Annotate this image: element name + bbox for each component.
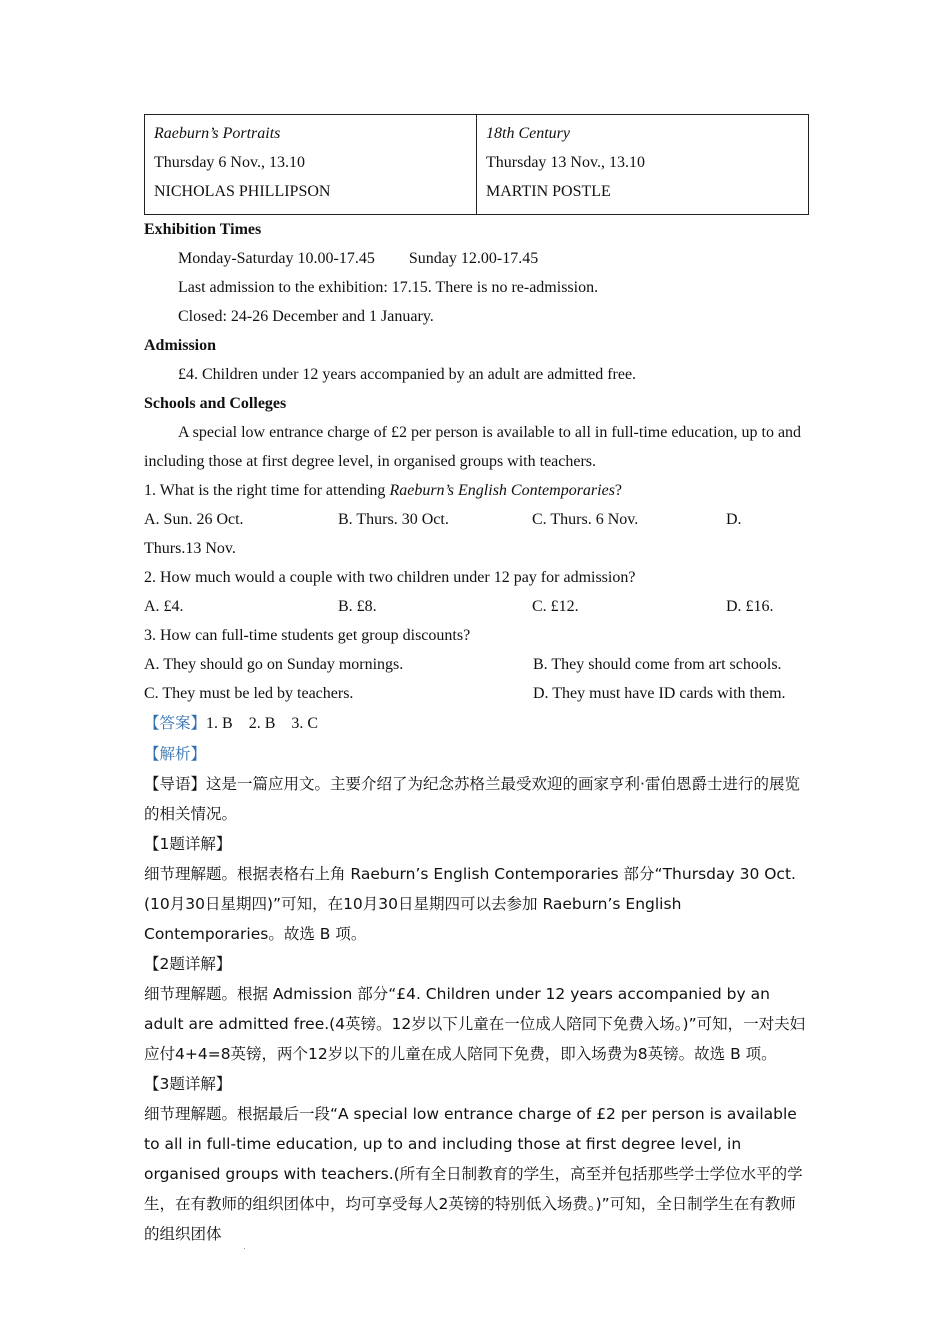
option: B. Thurs. 30 Oct. — [338, 511, 449, 528]
lecture-cell — [477, 115, 809, 215]
page-mark — [244, 1248, 245, 1249]
detail-2-label: 【2题详解】 — [144, 955, 232, 973]
option: B. They should come from art schools. — [533, 656, 782, 673]
question-1-options — [144, 505, 810, 534]
option: A. Sun. 26 Oct. — [144, 511, 244, 528]
question-3: 3. How can full-time students get group discounts? — [144, 627, 471, 644]
analysis-label: 【解析】 — [144, 745, 207, 763]
option: D. They must have ID cards with them. — [533, 685, 786, 702]
question-1-text: 1. What is the right time for attending — [144, 482, 390, 499]
lecture-speaker: MARTIN POSTLE — [486, 183, 611, 200]
option: A. £4. — [144, 598, 184, 615]
schools-heading: Schools and Colleges — [144, 395, 287, 412]
answer-text: 1. B 2. B 3. C — [206, 715, 319, 732]
guide-paragraph — [144, 769, 810, 829]
lecture-title: 18th Century — [486, 125, 570, 142]
schools-text: A special low entrance charge of £2 per person is available to all in full-time education, up to and including those at first degree level, in organised groups with teachers. — [144, 424, 802, 470]
option: B. £8. — [338, 598, 377, 615]
closed-dates: Closed: 24-26 December and 1 January. — [178, 308, 434, 325]
detail-3-text: 细节理解题。根据最后一段“A special low entrance charge of £2 per person is available to all in full-time education, up to and including those at first degree level, in organised groups with teachers.(所有全日制教育的学生，高至并包括那些学士学位水平的学生，在有教师的组织团体中，均可享受每人2英镑的特别低入场费。)”可知，全日制学生在有教师的组织团体 — [144, 1105, 803, 1243]
detail-1-label: 【1题详解】 — [144, 835, 232, 853]
lecture-date: Thursday 13 Nov., 13.10 — [486, 154, 645, 171]
answer-label: 【答案】 — [144, 714, 207, 732]
detail-3-label: 【3题详解】 — [144, 1075, 232, 1093]
exhibition-heading: Exhibition Times — [144, 221, 262, 238]
question-1-italic: Raeburn’s English Contemporaries — [389, 482, 615, 499]
sunday-hours: Sunday 12.00-17.45 — [408, 250, 539, 267]
detail-2-text: 细节理解题。根据 Admission 部分“£4. Children under 12 years accompanied by an adult are admitted free.(4英镑。12岁以下儿童在一位成人陪同下免费入场。)”可知，一对夫妇应付4+4=8英镑，两个12岁以下的儿童在成人陪同下免费，即入场费为8英镑。故选 B 项。 — [144, 985, 806, 1063]
question-3-options — [144, 650, 810, 679]
lecture-speaker: NICHOLAS PHILLIPSON — [154, 183, 331, 200]
option: C. They must be led by teachers. — [144, 685, 354, 702]
guide-label: 【导语】 — [144, 775, 207, 793]
question-2-options — [144, 592, 810, 621]
admission-heading: Admission — [144, 337, 217, 354]
option: D. — [726, 511, 742, 528]
answer-line — [144, 708, 810, 739]
guide-text: 这是一篇应用文。主要介绍了为纪念苏格兰最受欢迎的画家亨利·雷伯恩爵士进行的展览的相关情况。 — [144, 775, 800, 823]
document-page — [144, 114, 810, 1249]
lecture-table — [144, 114, 809, 215]
last-admission: Last admission to the exhibition: 17.15. There is no re-admission. — [178, 279, 599, 296]
lecture-date: Thursday 6 Nov., 13.10 — [154, 154, 305, 171]
option: C. Thurs. 6 Nov. — [532, 511, 639, 528]
question-1-suffix: ? — [614, 482, 623, 499]
exhibition-hours — [144, 244, 810, 273]
option-overflow: Thurs.13 Nov. — [144, 540, 236, 557]
lecture-cell — [145, 115, 477, 215]
weekday-hours: Monday-Saturday 10.00-17.45 — [178, 250, 375, 267]
admission-text: £4. Children under 12 years accompanied by an adult are admitted free. — [178, 366, 637, 383]
question-3-options — [144, 679, 810, 708]
question-2: 2. How much would a couple with two children under 12 pay for admission? — [144, 569, 636, 586]
option: C. £12. — [532, 598, 579, 615]
question-1 — [144, 476, 810, 505]
lecture-title: Raeburn’s Portraits — [154, 125, 281, 142]
detail-1-text: 细节理解题。根据表格右上角 Raeburn’s English Contemporaries 部分“Thursday 30 Oct. (10月30日星期四)”可知，在10月30日星期四可以去参加 Raeburn’s English Contemporaries。故选 B 项。 — [144, 865, 796, 943]
option: A. They should go on Sunday mornings. — [144, 656, 404, 673]
option: D. £16. — [726, 598, 774, 615]
